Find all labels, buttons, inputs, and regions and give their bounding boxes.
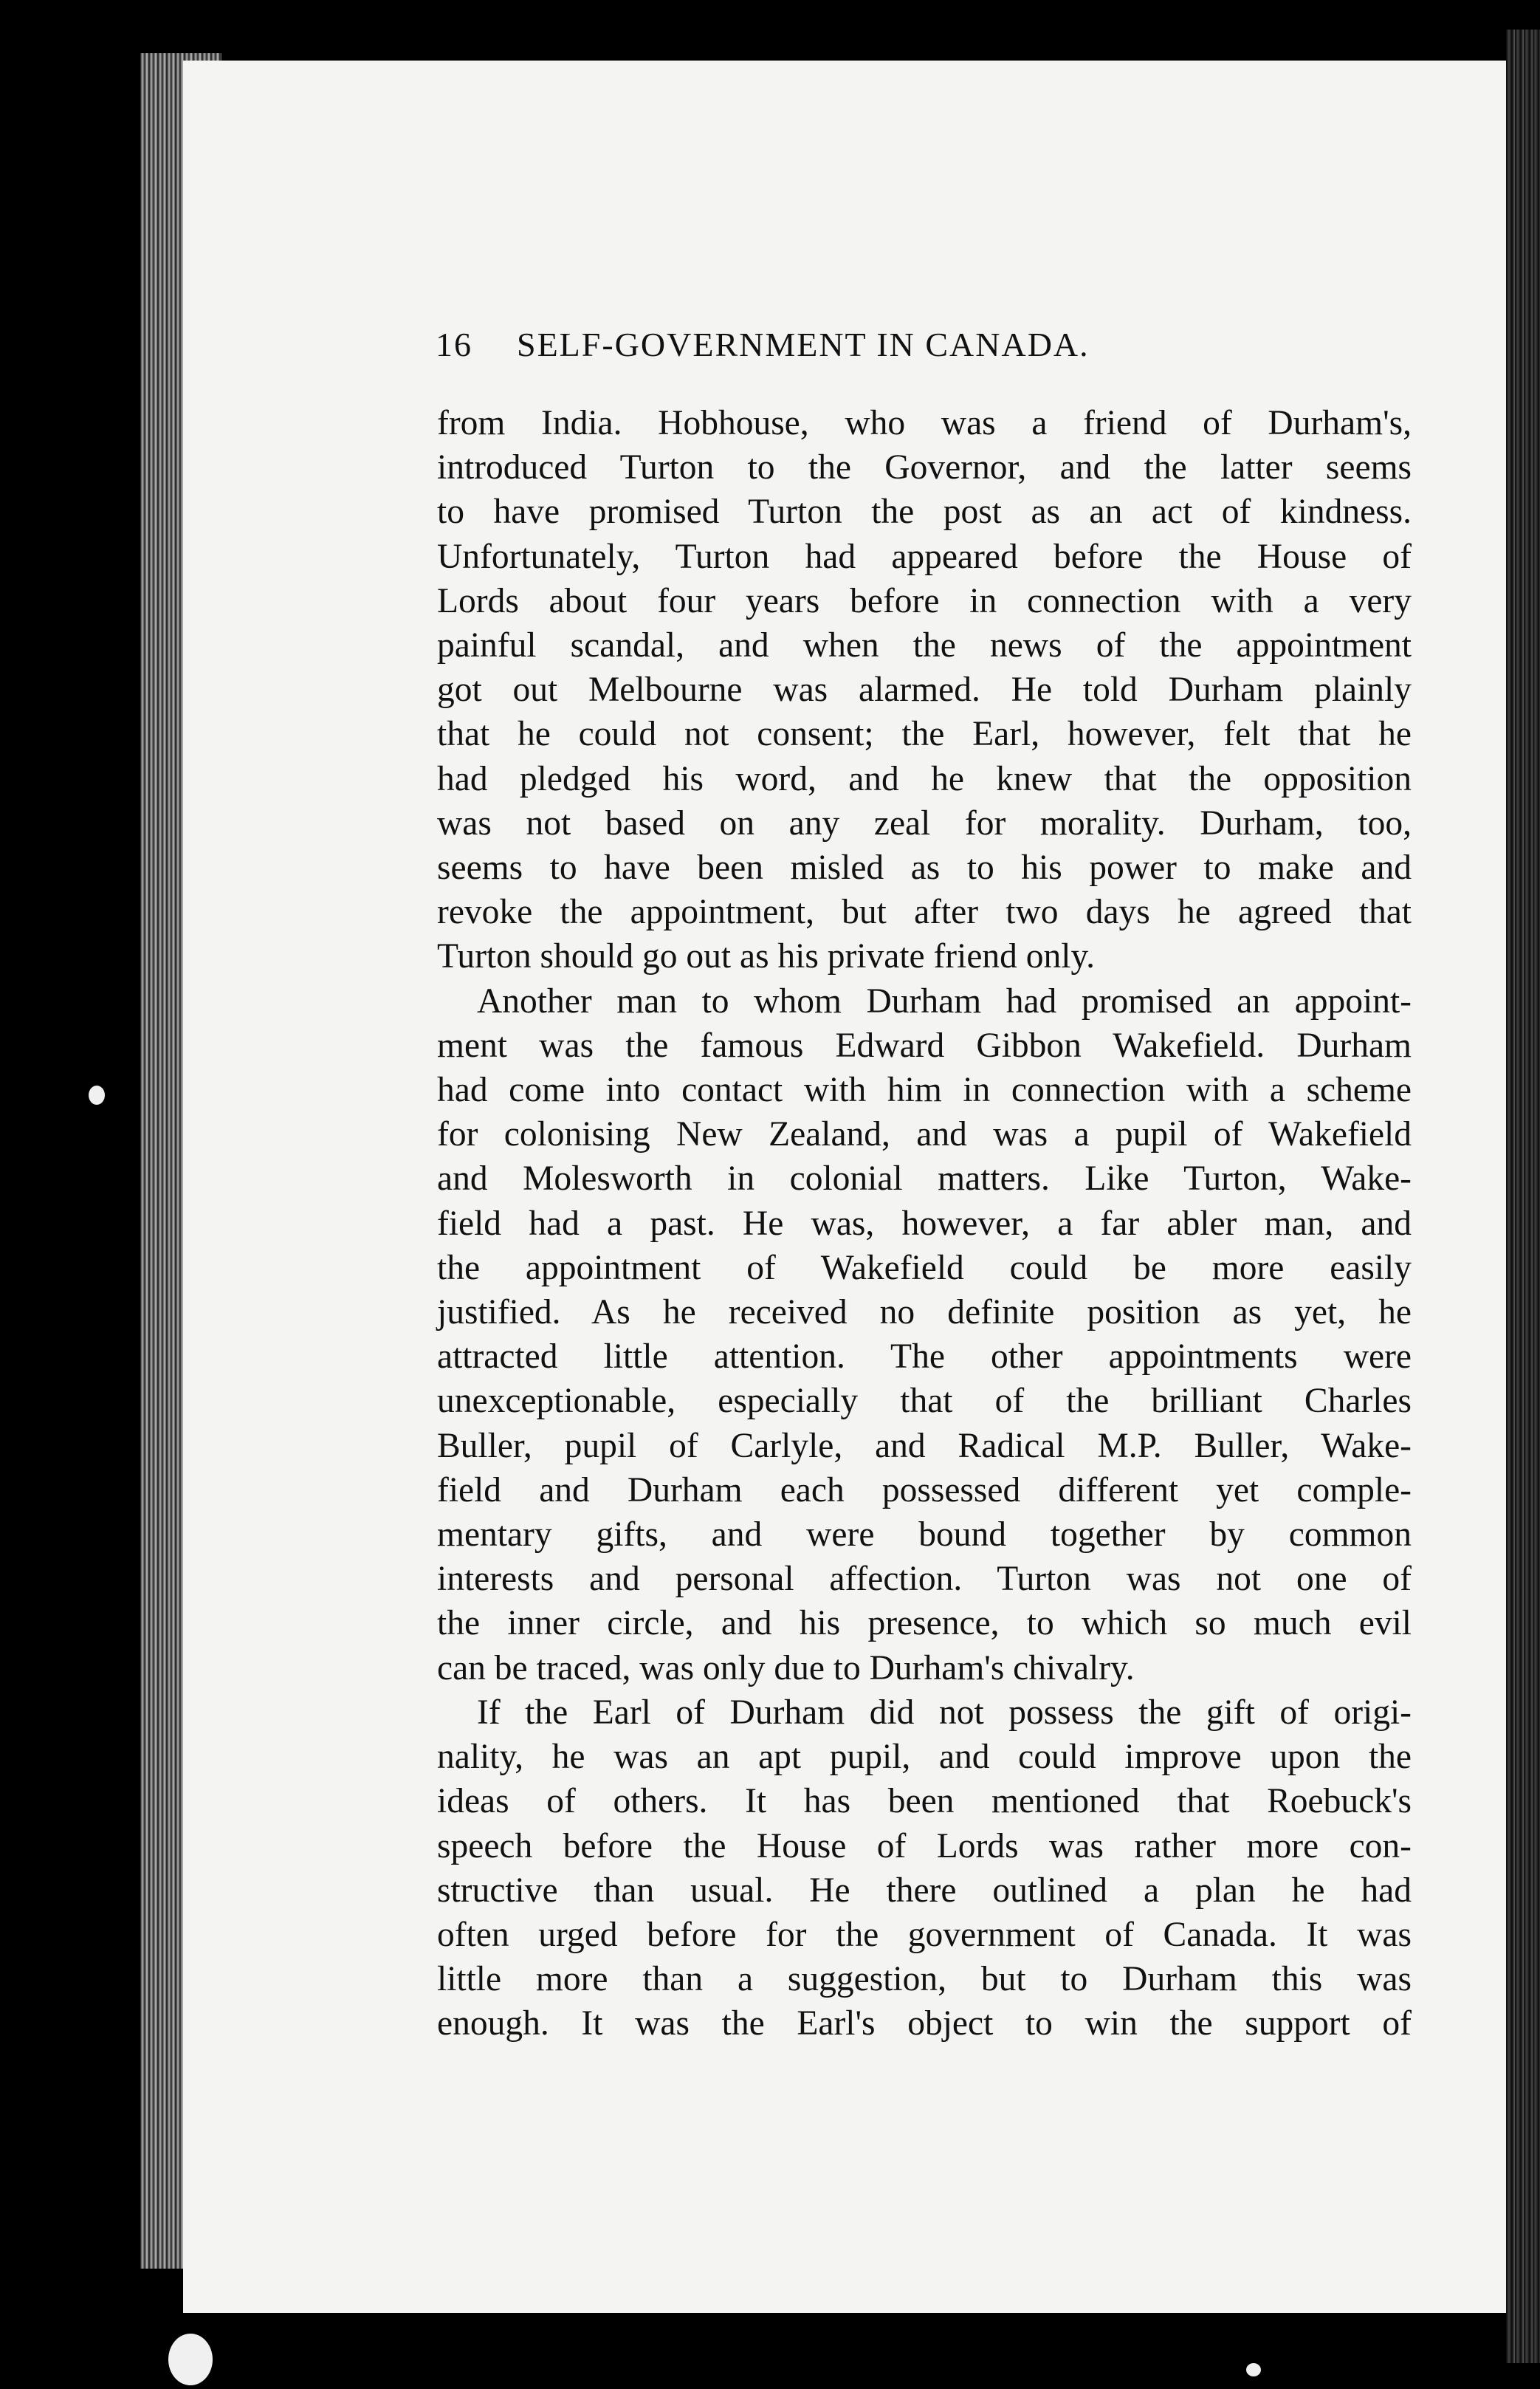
text-line: often urged before for the government of Canada. It was bbox=[437, 1915, 1412, 1954]
text-line: speech before the House of Lords was rather more con- bbox=[437, 1826, 1412, 1865]
text-line: got out Melbourne was alarmed. He told Durham plainly bbox=[437, 671, 1412, 710]
text-line: field and Durham each possessed different yet comple- bbox=[437, 1470, 1412, 1509]
text-line: was not based on any zeal for morality. Durham, too, bbox=[437, 803, 1412, 843]
text-line: structive than usual. He there outlined a plan he had bbox=[437, 1871, 1412, 1910]
text-line: introduced Turton to the Governor, and the latter seems bbox=[437, 448, 1412, 487]
text-line: interests and personal affection. Turton was not one of bbox=[437, 1560, 1412, 1599]
text-line: ment was the famous Edward Gibbon Wakefield. Durham bbox=[437, 1026, 1412, 1065]
text-line: to have promised Turton the post as an act of kindness. bbox=[437, 493, 1412, 532]
text-line: from India. Hobhouse, who was a friend of Durham's, bbox=[437, 404, 1412, 442]
text-line: and Molesworth in colonial matters. Like Turton, Wake- bbox=[437, 1159, 1412, 1199]
scan-speck bbox=[168, 2334, 213, 2385]
text-line: Unfortunately, Turton had appeared before the House of bbox=[437, 537, 1412, 576]
text-line: mentary gifts, and were bound together by common bbox=[437, 1515, 1412, 1555]
running-head bbox=[436, 325, 1285, 377]
text-line: for colonising New Zealand, and was a pupil of Wakefield bbox=[437, 1115, 1412, 1154]
text-line: Turton should go out as his private friend only. bbox=[437, 937, 1096, 976]
body-text bbox=[437, 401, 1412, 2046]
scan-speck bbox=[89, 1086, 105, 1105]
text-line: the inner circle, and his presence, to which so much evil bbox=[437, 1604, 1412, 1643]
text-line: seems to have been misled as to his power to make and bbox=[437, 849, 1412, 888]
text-line: nality, he was an apt pupil, and could improve upon the bbox=[437, 1738, 1412, 1777]
text-line: Another man to whom Durham had promised an appoint- bbox=[477, 981, 1412, 1021]
text-line: If the Earl of Durham did not possess the gift of origi- bbox=[477, 1693, 1412, 1732]
text-line: had pledged his word, and he knew that the opposition bbox=[437, 759, 1412, 798]
text-line: painful scandal, and when the news of the appointment bbox=[437, 626, 1412, 665]
text-line: revoke the appointment, but after two days he agreed that bbox=[437, 893, 1412, 932]
text-line: the appointment of Wakefield could be more easily bbox=[437, 1248, 1412, 1287]
text-line: Lords about four years before in connection with a very bbox=[437, 581, 1412, 620]
running-title: SELF-GOVERNMENT IN CANADA. bbox=[517, 326, 1090, 363]
text-line: justified. As he received no definite position as yet, he bbox=[437, 1293, 1412, 1332]
text-line: ideas of others. It has been mentioned that Roebuck's bbox=[437, 1782, 1412, 1821]
text-line: little more than a suggestion, but to Durham this was bbox=[437, 1960, 1412, 1999]
text-line: enough. It was the Earl's object to win the support of bbox=[437, 2004, 1412, 2043]
text-line: had come into contact with him in connection with a scheme bbox=[437, 1071, 1412, 1110]
text-line: can be traced, was only due to Durham's chivalry. bbox=[437, 1648, 1135, 1687]
text-line: unexceptionable, especially that of the brilliant Charles bbox=[437, 1382, 1412, 1421]
page-number: 16 bbox=[436, 326, 472, 363]
book-right-edge bbox=[1506, 30, 1540, 2363]
text-line: that he could not consent; the Earl, however, felt that he bbox=[437, 715, 1412, 754]
text-line: field had a past. He was, however, a far abler man, and bbox=[437, 1204, 1412, 1243]
text-line: attracted little attention. The other appointments were bbox=[437, 1337, 1412, 1377]
scan-speck bbox=[1246, 2363, 1261, 2376]
text-line: Buller, pupil of Carlyle, and Radical M.P. Buller, Wake- bbox=[437, 1426, 1412, 1465]
